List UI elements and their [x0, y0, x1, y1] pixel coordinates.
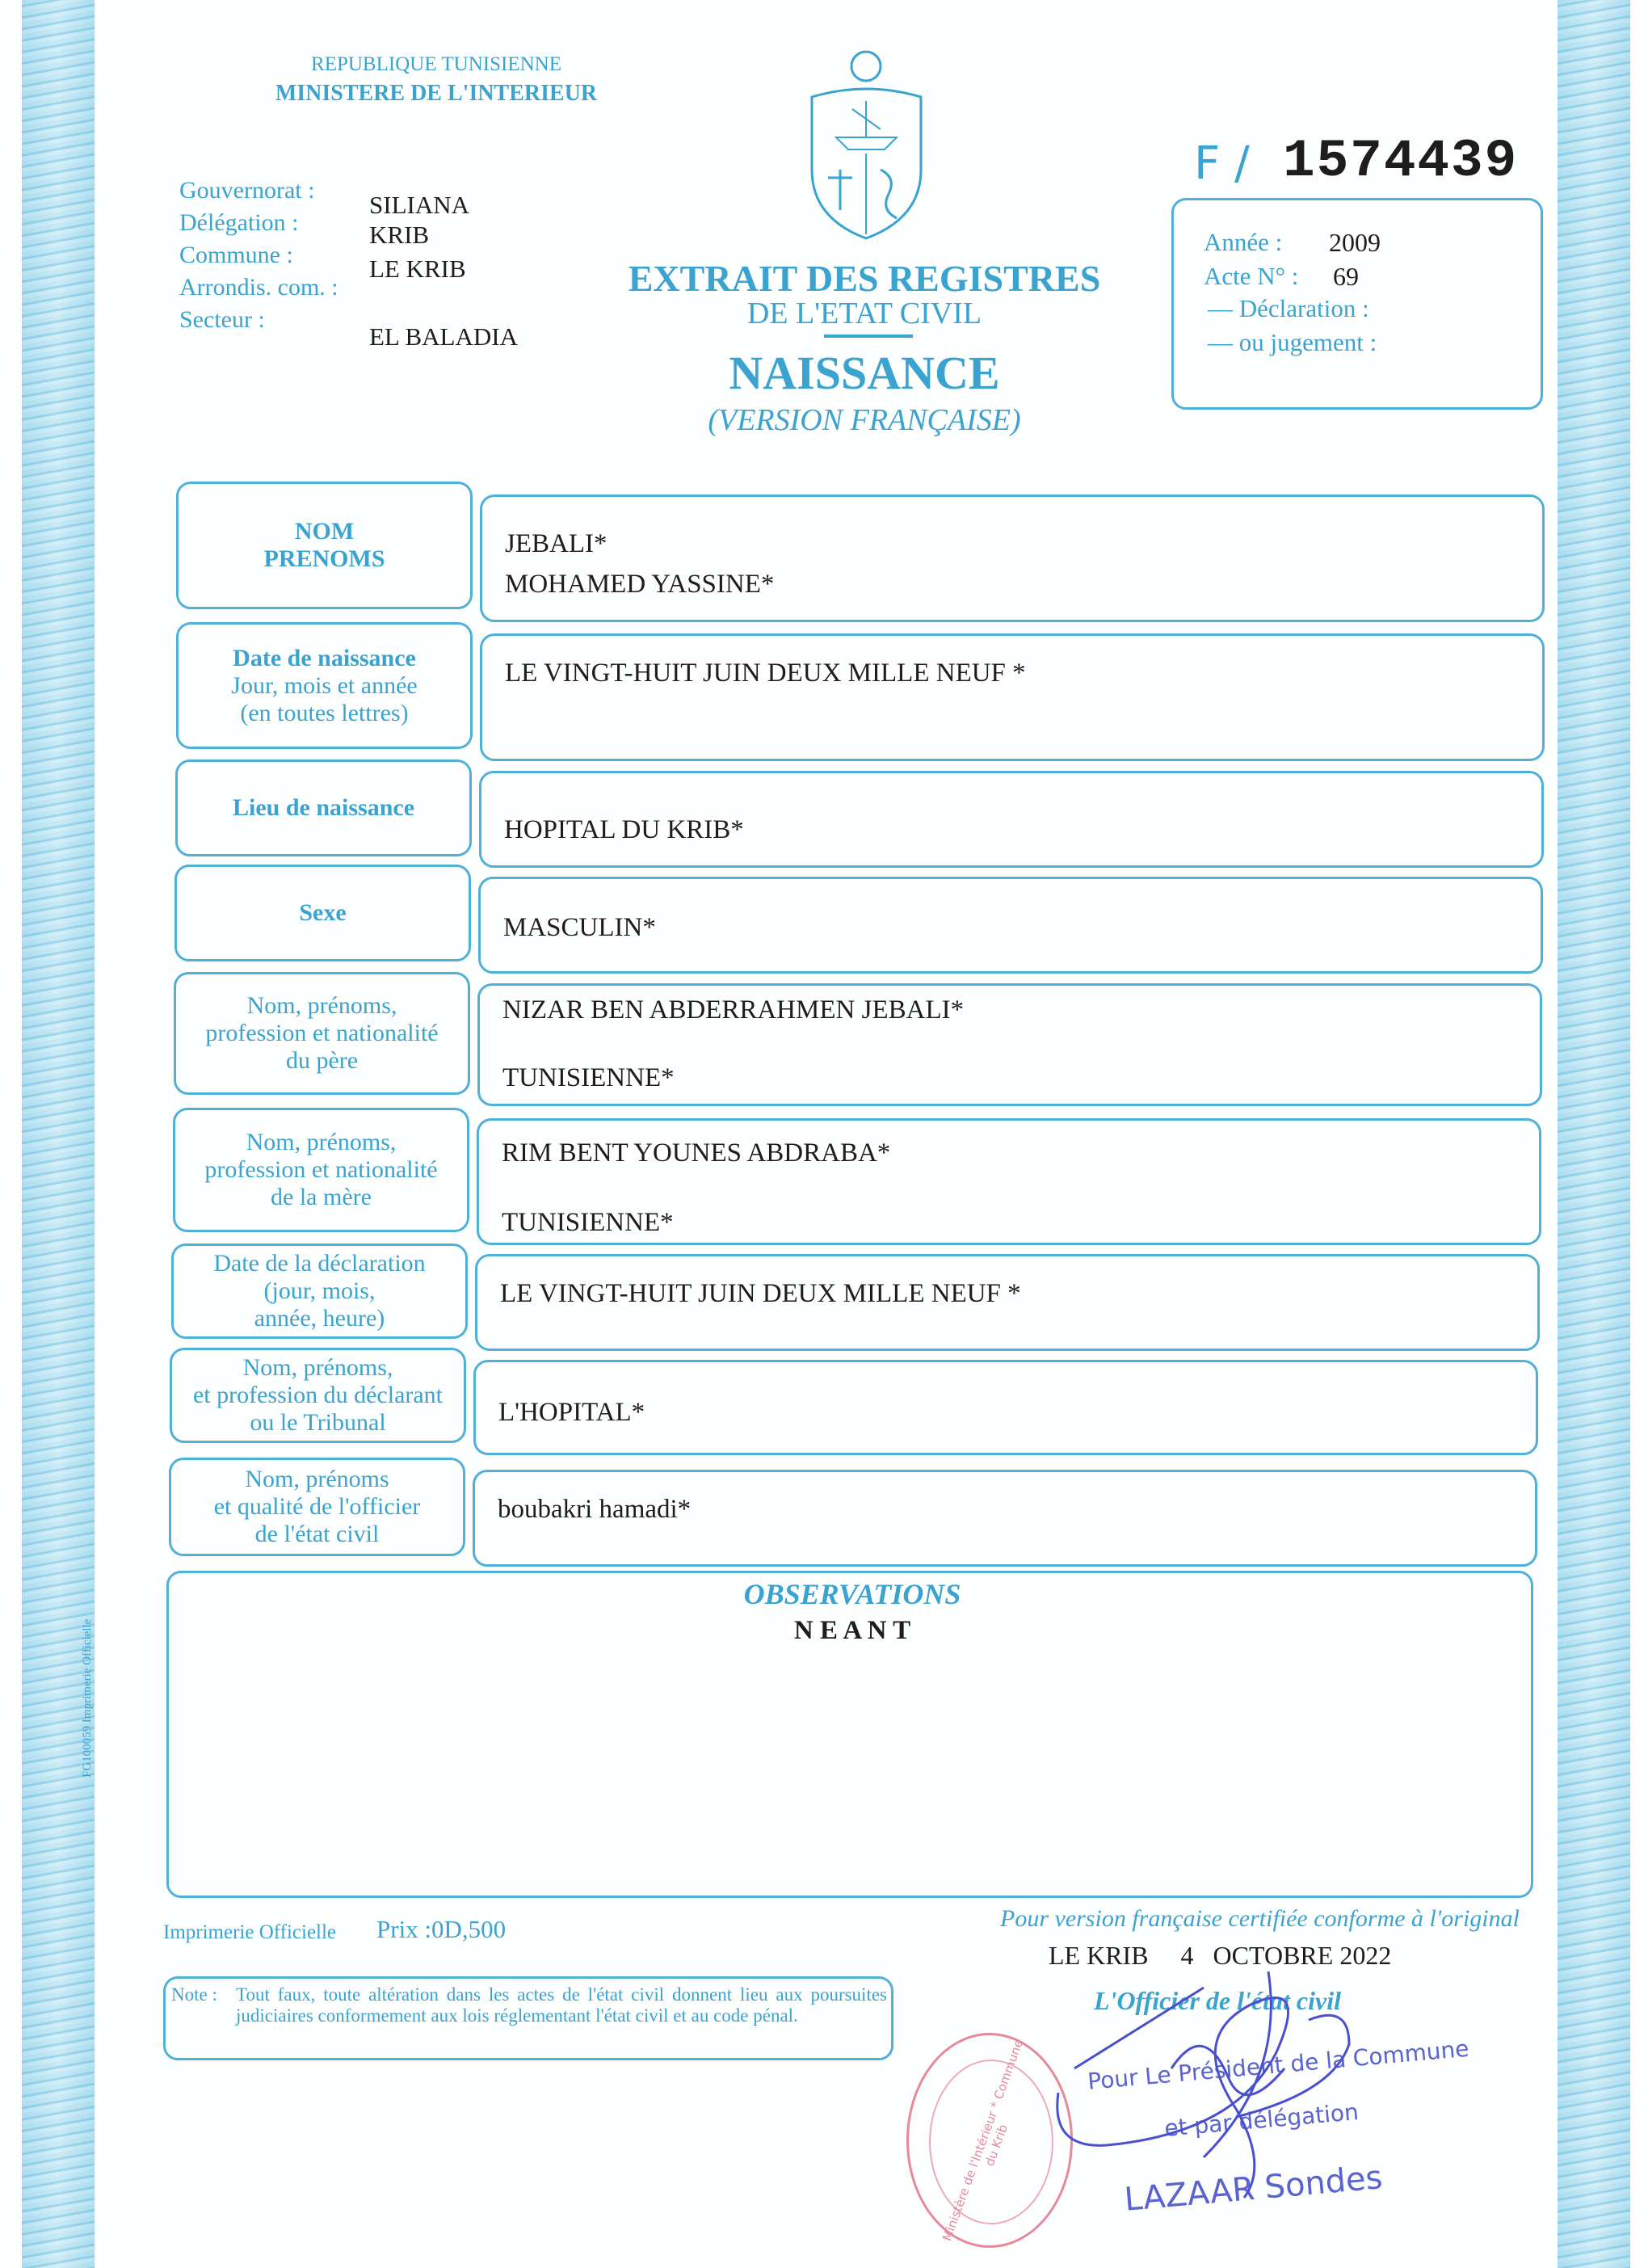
printer-label: Imprimerie Officielle: [163, 1921, 337, 1943]
gouvernorat-label: Gouvernorat :: [179, 177, 315, 204]
row-mother-label: [173, 1108, 469, 1232]
officer-value: boubakri hamadi*: [498, 1495, 692, 1524]
place-date: LE KRIB 4 OCTOBRE 2022: [1049, 1941, 1392, 1970]
delegation-stamp-line2: et par délégation: [1163, 2098, 1360, 2142]
ministry-label: MINISTERE DE L'INTERIEUR: [275, 81, 598, 106]
declaration-label: — Déclaration :: [1208, 294, 1369, 322]
side-print-code: FG100059 Imprimerie Officielle: [81, 1618, 94, 1778]
birthdate-value: LE VINGT-HUIT JUIN DEUX MILLE NEUF *: [505, 659, 1026, 688]
delegation-label: Délégation :: [179, 209, 299, 236]
annee-value: 2009: [1329, 228, 1381, 257]
right-security-border: [1558, 0, 1630, 2268]
delegation-value: KRIB: [369, 221, 430, 249]
title-line1: EXTRAIT DES REGISTRES: [628, 258, 1101, 299]
label-line: PRENOMS: [263, 545, 385, 572]
label-line: Nom, prénoms,: [246, 992, 397, 1019]
seal-text: Ministère de l'Intérieur * Commune du Krib: [939, 2037, 1027, 2243]
certified-text: Pour version française certifiée conforme à l'original: [1000, 1905, 1520, 1932]
label-line: ou le Tribunal: [250, 1409, 386, 1436]
coat-of-arms-emblem: [804, 48, 929, 242]
label-line: et qualité de l'officier: [213, 1493, 421, 1520]
arrondissement-label: Arrondis. com. :: [179, 274, 338, 301]
label-line: Nom, prénoms: [245, 1466, 389, 1492]
row-declaration-date-label: [171, 1243, 468, 1339]
officer-name-stamp: LAZAAR Sondes: [1123, 2159, 1385, 2219]
row-sex-value: [478, 877, 1543, 974]
label-line: (jour, mois,: [263, 1277, 376, 1304]
row-birthplace-value: [479, 771, 1544, 868]
label-line: Date de naissance: [233, 644, 416, 671]
label-line: profession et nationalité: [205, 1020, 439, 1046]
row-sex-label: [174, 865, 471, 961]
row-declaration-date-value: [475, 1254, 1540, 1351]
commune-label: Commune :: [179, 242, 293, 268]
signature-scribble: [1042, 1955, 1398, 2214]
observations-value: N E A N T: [793, 1616, 911, 1645]
label-line: et profession du déclarant: [192, 1382, 444, 1408]
label-line: du père: [285, 1047, 359, 1074]
label-line: Date de la déclaration: [213, 1250, 426, 1277]
label-line: NOM: [294, 518, 355, 545]
row-declarant-label: [170, 1348, 466, 1443]
delegation-stamp-line1: Pour Le Président de la Commune: [1087, 2034, 1470, 2095]
row-declarant-value: [473, 1360, 1538, 1455]
row-father-label: [174, 972, 470, 1095]
document-type-title: NAISSANCE: [729, 347, 1000, 399]
label-line: profession et nationalité: [204, 1156, 438, 1183]
price-label: Prix :0D,500: [376, 1915, 507, 1943]
secteur-label: Secteur :: [179, 306, 265, 333]
father-name-value: NIZAR BEN ABDERRAHMEN JEBALI*: [502, 995, 965, 1025]
note-label: Note :: [171, 1984, 217, 2005]
label-line: de l'état civil: [254, 1521, 380, 1547]
commune-value: LE KRIB: [369, 255, 466, 283]
surname-value: JEBALI*: [505, 529, 607, 558]
title-line2: DE L'ETAT CIVIL: [746, 297, 982, 330]
row-officer-value: [473, 1470, 1537, 1567]
row-birthdate-value: [480, 633, 1545, 761]
first-names-value: MOHAMED YASSINE*: [505, 570, 775, 599]
serial-prefix: F /: [1194, 137, 1250, 190]
label-line: de la mère: [271, 1184, 372, 1210]
republic-label: REPUBLIQUE TUNISIENNE: [311, 53, 561, 75]
title-divider: [824, 335, 913, 338]
annee-label: Année :: [1204, 228, 1283, 256]
father-nationality-value: TUNISIENNE*: [502, 1063, 675, 1092]
mother-nationality-value: TUNISIENNE*: [502, 1208, 674, 1237]
label-line: Lieu de naissance: [232, 794, 415, 821]
label-line: Sexe: [299, 899, 347, 926]
secteur-value: EL BALADIA: [369, 322, 518, 351]
officer-title: L'Officier de l'état civil: [1094, 1986, 1341, 2015]
row-birthplace-label: [175, 760, 472, 856]
row-name-value: [480, 494, 1545, 622]
row-mother-value: [477, 1118, 1541, 1245]
mother-name-value: RIM BENT YOUNES ABDRABA*: [502, 1138, 891, 1168]
label-line: Nom, prénoms,: [246, 1129, 397, 1155]
serial-number: 1574439: [1283, 131, 1519, 191]
row-father-value: [477, 983, 1542, 1106]
label-line: Nom, prénoms,: [242, 1354, 393, 1381]
acte-value: 69: [1333, 262, 1359, 291]
version-subtitle: (VERSION FRANÇAISE): [708, 403, 1021, 437]
birthplace-value: HOPITAL DU KRIB*: [504, 815, 744, 844]
declarant-value: L'HOPITAL*: [498, 1398, 645, 1427]
row-name-label: [176, 482, 473, 609]
label-line: (en toutes lettres): [240, 699, 409, 726]
gouvernorat-value: SILIANA: [369, 191, 469, 219]
row-officer-label: [169, 1458, 465, 1556]
location-labels: [179, 175, 338, 336]
row-birthdate-label: [176, 622, 473, 749]
declaration-date-value: LE VINGT-HUIT JUIN DEUX MILLE NEUF *: [500, 1279, 1021, 1308]
sex-value: MASCULIN*: [503, 913, 656, 942]
note-text: Tout faux, toute altération dans les actes de l'état civil donnent lieu aux poursuites judiciaires conformement aux lois réglementant l'état civil et au code pénal.: [236, 1984, 887, 2026]
observations-title: OBSERVATIONS: [743, 1578, 961, 1610]
label-line: année, heure): [254, 1305, 385, 1332]
label-line: Jour, mois et année: [231, 671, 418, 699]
left-security-border: [22, 0, 95, 2268]
acte-label: Acte N° :: [1204, 262, 1299, 290]
jugement-label: — ou jugement :: [1208, 328, 1377, 356]
